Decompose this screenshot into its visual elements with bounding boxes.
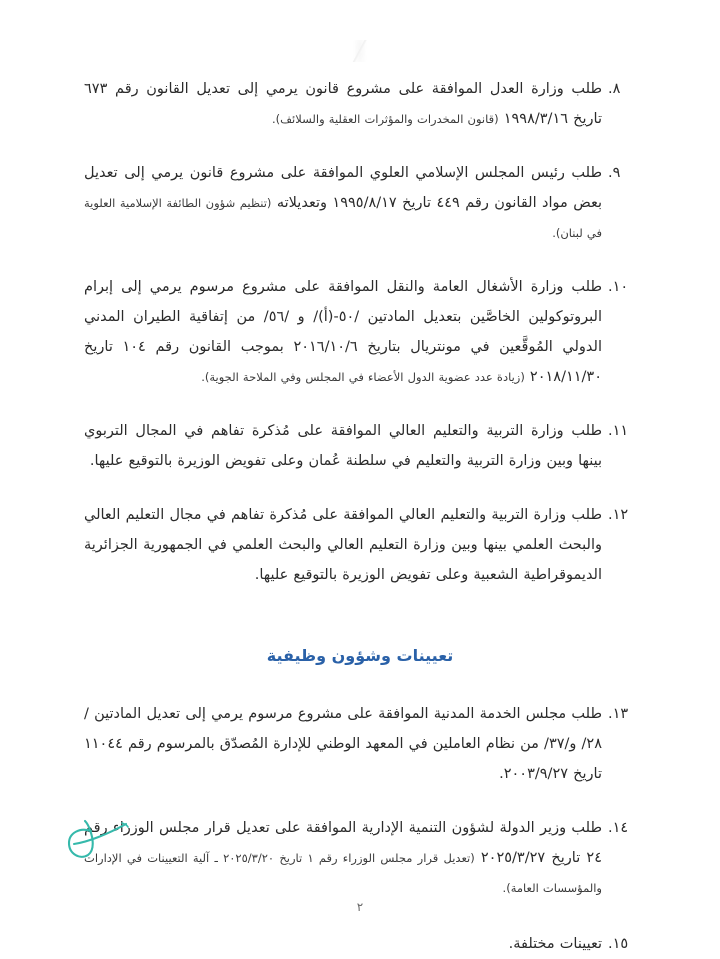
list-item (84, 158, 636, 248)
list-item-text (84, 500, 602, 590)
list-item-number: ١٢. (608, 507, 629, 523)
list-item-main-text: طلب وزارة التربية والتعليم العالي الموافقة على مُذكرة تفاهم في المجال التربوي بينها وبين وزارة التربية والتعليم في سلطنة عُمان وعلى تفويض الوزيرة بالتوقيع عليها. (84, 423, 602, 469)
list-item-main-text: طلب مجلس الخدمة المدنية الموافقة على مشروع مرسوم يرمي إلى تعديل المادتين /٢٨/ و/٣٧/ من نظام العاملين في المعهد الوطني للإدارة المُصدّق بالمرسوم رقم ١١٠٤٤ تاريخ ٢٠٠٣/٩/٢٧. (83, 706, 602, 782)
list-item (84, 929, 636, 959)
list-item-text (84, 699, 602, 789)
list-item-number: ١٠. (608, 279, 629, 295)
list-item-body (84, 272, 602, 392)
document-content (84, 74, 636, 959)
list-item-text (84, 158, 602, 248)
list-item (84, 416, 636, 476)
list-item-number: ١٣. (608, 706, 629, 722)
list-item (84, 272, 636, 392)
list-item-text (84, 929, 602, 959)
list-item-note: (تعديل قرار مجلس الوزراء رقم ١ تاريخ ٢٠٢٥/٣/٢٠ ـ آلية التعيينات في الإدارات والمؤسسات العامة). (84, 851, 602, 895)
list-item-note: (زيادة عدد عضوية الدول الأعضاء في المجلس وفي الملاحة الجوية). (201, 370, 525, 384)
scan-smudge-mark (352, 40, 368, 62)
list-item-text (84, 272, 602, 392)
list-item-number: ١١. (608, 423, 629, 439)
list-item-main-text: طلب وزير الدولة لشؤون التنمية الإدارية الموافقة على تعديل قرار مجلس الوزراء رقم ٢٤ تاريخ ٢٠٢٥/٣/٢٧ (84, 820, 602, 866)
list-item-note: (تنظيم شؤون الطائفة الإسلامية العلوية في لبنان). (84, 196, 602, 240)
list-item-body (84, 699, 602, 789)
list-item-number: ١٤. (608, 820, 629, 836)
list-item-body (84, 158, 602, 248)
list-item-body (84, 74, 602, 134)
page-number: ٢ (356, 900, 364, 914)
list-item-number: ٨. (608, 81, 621, 97)
list-item-number: ٩. (608, 165, 621, 181)
list-item-main-text: طلب وزارة الأشغال العامة والنقل الموافقة على مشروع مرسوم يرمي إلى إبرام البروتوكولين الخاصَّين بتعديل المادتين /٥٠-(أ)/ و /٥٦/ من إتفاقية الطيران المدني الدولي المُوقَّعين في مونتريال بتاريخ ٢٠١٦/١٠/٦ بموجب القانون رقم ١٠٤ تاريخ ٢٠١٨/١١/٣٠ (84, 279, 602, 385)
list-item-main-text: طلب وزارة التربية والتعليم العالي الموافقة على مُذكرة تفاهم في مجال التعليم العالي والبحث العلمي بينها وبين وزارة التعليم العالي والبحث العلمي في الجمهورية الجزائرية الديموقراطية الشعبية وعلى تفويض الوزيرة بالتوقيع عليها. (84, 507, 602, 583)
list-item (84, 813, 636, 903)
section-heading: تعيينات وشؤون وظيفية (266, 646, 454, 665)
list-item-main-text: تعيينات مختلفة. (508, 936, 602, 952)
list-item-text (84, 813, 602, 903)
list-item-note: (قانون المخدرات والمؤثرات العقلية والسلائف). (272, 112, 499, 126)
list-item-main-text: طلب وزارة العدل الموافقة على مشروع قانون يرمي إلى تعديل القانون رقم ٦٧٣ تاريخ ١٩٩٨/٣/١٦ (84, 81, 602, 127)
list-item (84, 74, 636, 134)
list-item-text (84, 74, 602, 134)
list-item-main-text: طلب رئيس المجلس الإسلامي العلوي الموافقة على مشروع قانون يرمي إلى تعديل بعض مواد القانون رقم ٤٤٩ تاريخ ١٩٩٥/٨/١٧ وتعديلاته (84, 165, 603, 211)
list-item (84, 699, 636, 789)
list-item-body (84, 500, 602, 590)
list-item-number: ١٥. (608, 936, 629, 952)
list-item-body (84, 813, 602, 903)
list-item (84, 500, 636, 590)
list-item-body (84, 929, 602, 959)
list-item-body (84, 416, 602, 476)
list-item-text (84, 416, 602, 476)
